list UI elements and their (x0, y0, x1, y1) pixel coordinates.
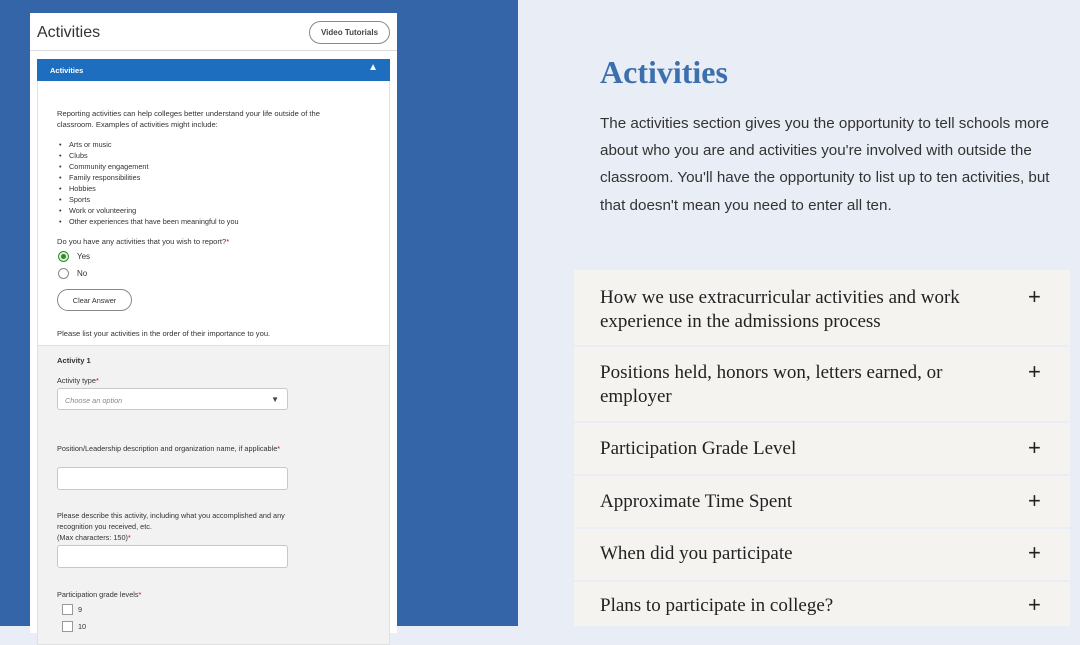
form-header (30, 13, 397, 51)
activities-form-screenshot (30, 13, 397, 633)
list-item: • Community engagement (59, 161, 239, 172)
position-label: Position/Leadership description and organization name, if applicable* (57, 444, 281, 453)
examples-list (59, 139, 239, 227)
clear-answer-button[interactable]: Clear Answer (57, 289, 132, 311)
activity-title: Activity 1 (57, 356, 91, 365)
accordion-item-when-participate[interactable] (574, 529, 1070, 580)
list-item: • Clubs (59, 150, 239, 161)
grade-10-label: 10 (78, 622, 87, 631)
grade-9-label: 9 (78, 605, 83, 614)
list-item: • Arts or music (59, 139, 239, 150)
yes-radio[interactable] (58, 251, 69, 262)
activity-type-label: Activity type* (57, 376, 99, 385)
plus-icon[interactable]: + (1028, 359, 1041, 384)
accordion-label: How we use extracurricular activities and work experience in the admissions process (600, 287, 960, 332)
collapse-caret-icon[interactable]: ▲ (368, 62, 378, 73)
accordion-label: Participation Grade Level (600, 438, 797, 459)
plus-icon[interactable]: + (1028, 488, 1041, 513)
accordion-label: Approximate Time Spent (600, 491, 793, 512)
dropdown-caret-icon: ▼ (271, 395, 279, 404)
intro-text: Reporting activities can help colleges better understand your life outside of the classroom. Examples of activities might include: (57, 109, 320, 129)
no-radio[interactable] (58, 268, 69, 279)
report-question: Do you have any activities that you wish to report?* (57, 237, 230, 246)
plus-icon[interactable]: + (1028, 435, 1041, 460)
grade-9-checkbox[interactable] (62, 604, 73, 615)
list-item: • Work or volunteering (59, 205, 239, 216)
section-label: Activities (50, 66, 84, 75)
accordion-item-positions[interactable] (574, 347, 1070, 421)
list-item: • Family responsibilities (59, 172, 239, 183)
accordion-item-extracurricular[interactable] (574, 270, 1070, 345)
accordion-label: When did you participate (600, 543, 793, 564)
intro-paragraph: The activities section gives you the opportunity to tell schools more about who you are and activities you're involved with outside the classroom. You'll have the opportunity to list up to ten activities, but that doesn't mean you need to enter all ten. (600, 115, 1050, 214)
plus-icon[interactable]: + (1028, 592, 1041, 617)
list-item: • Sports (59, 194, 239, 205)
plus-icon[interactable]: + (1028, 540, 1041, 565)
activity-1-panel (37, 345, 390, 645)
list-item: • Other experiences that have been meaningful to you (59, 216, 239, 227)
list-item: • Hobbies (59, 183, 239, 194)
description-input[interactable] (57, 545, 288, 568)
list-order-note: Please list your activities in the order of their importance to you. (57, 329, 271, 338)
page-title: Activities (600, 54, 728, 90)
description-label: Please describe this activity, including what you accomplished and any recognition you received, etc. (Max characters: 150)* (57, 511, 285, 542)
plus-icon[interactable]: + (1028, 284, 1041, 309)
activity-type-select[interactable] (57, 388, 288, 410)
accordion-item-time-spent[interactable] (574, 476, 1070, 527)
form-title: Activities (37, 24, 101, 41)
required-mark: * (226, 237, 230, 246)
accordion-item-college-plans[interactable] (574, 582, 1070, 626)
grade-10-checkbox[interactable] (62, 621, 73, 632)
accordion-label: Plans to participate in college? (600, 595, 834, 616)
position-input[interactable] (57, 467, 288, 490)
grade-levels-label: Participation grade levels* (57, 590, 142, 599)
accordion-label: Positions held, honors won, letters earned, or employer (600, 362, 943, 407)
video-tutorials-button[interactable]: Video Tutorials (309, 21, 390, 44)
intro-panel (37, 81, 390, 345)
select-placeholder: Choose an option (65, 396, 123, 405)
no-label[interactable]: No (77, 269, 88, 278)
accordion-item-grade-level[interactable] (574, 423, 1070, 474)
activities-section-bar[interactable] (37, 59, 390, 81)
yes-label[interactable]: Yes (77, 252, 91, 261)
